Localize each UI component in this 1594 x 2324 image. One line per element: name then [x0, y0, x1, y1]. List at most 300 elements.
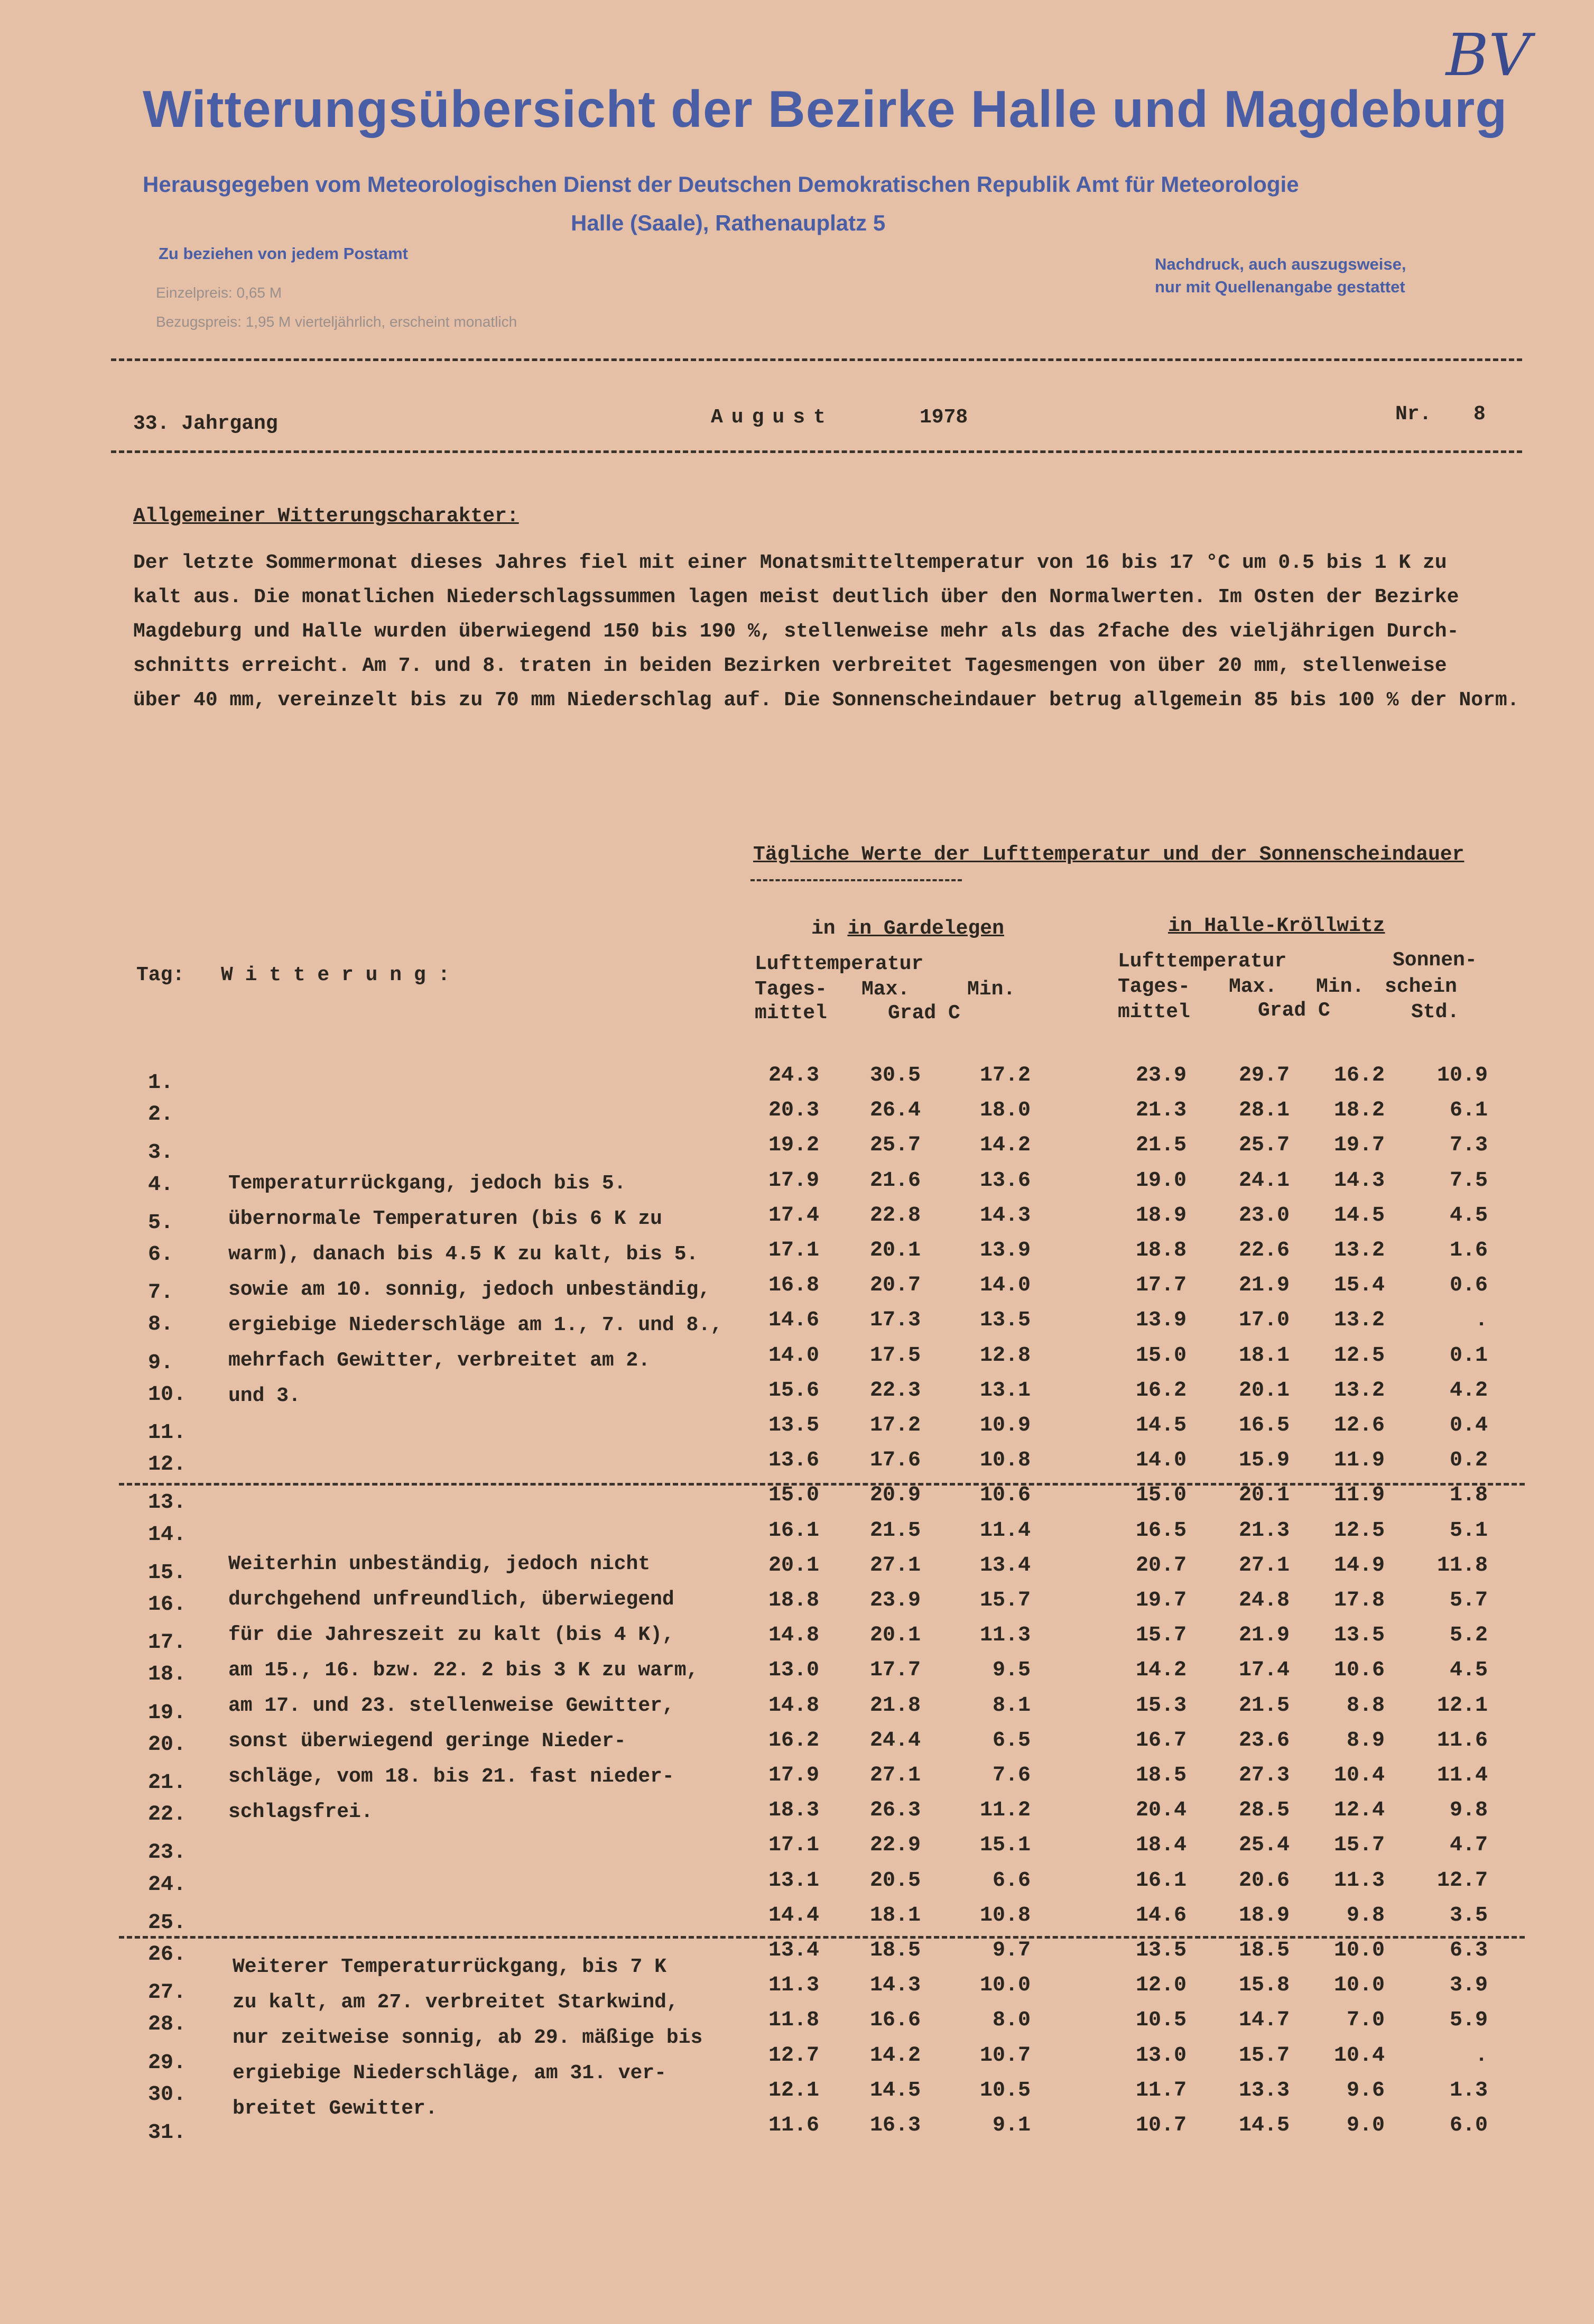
cell-gardelegen-mean: 17.1 [768, 1833, 819, 1857]
cell-halle-min: 17.8 [1333, 1589, 1385, 1612]
cell-halle-sunshine: 0.6 [1449, 1274, 1488, 1297]
cell-halle-max: 21.9 [1238, 1274, 1290, 1297]
cell-halle-sunshine: 4.2 [1449, 1379, 1488, 1403]
cell-halle-min: 8.9 [1346, 1729, 1385, 1753]
cell-gardelegen-mean: 12.1 [768, 2079, 819, 2102]
cell-gardelegen-max: 17.6 [869, 1449, 921, 1472]
col-lufttemperatur: Lufttemperatur [1118, 950, 1287, 973]
cell-gardelegen-max: 20.1 [869, 1624, 921, 1647]
cell-halle-min: 10.0 [1333, 1939, 1385, 1962]
cell-gardelegen-max: 17.3 [869, 1308, 921, 1332]
cell-gardelegen-max: 21.6 [869, 1169, 921, 1193]
publisher-line: Herausgegeben vom Meteorologischen Dienst der Deutschen Demokratischen Republik Amt für Meteorologie [143, 172, 1299, 197]
station-gardelegen: in in Gardelegen [811, 917, 1004, 940]
cell-gardelegen-min: 10.5 [979, 2079, 1031, 2102]
cell-gardelegen-min: 18.0 [979, 1099, 1031, 1122]
cell-halle-sunshine: 10.9 [1437, 1064, 1488, 1087]
cell-gardelegen-max: 20.5 [869, 1869, 921, 1893]
day-label: 6. [148, 1243, 174, 1267]
cell-halle-mean: 21.3 [1135, 1099, 1187, 1122]
summary-line: schnitts erreicht. Am 7. und 8. traten in beiden Bezirken verbreitet Tagesmengen von über 20 mm, stellenweise [133, 654, 1447, 677]
cell-gardelegen-min: 13.9 [979, 1239, 1031, 1262]
station-name: in Halle-Kröllwitz [1168, 915, 1385, 937]
desc-line: übernormale Temperaturen (bis 6 K zu [228, 1207, 662, 1230]
cell-halle-max: 15.7 [1238, 2044, 1290, 2068]
cell-halle-min: 10.4 [1333, 2044, 1385, 2068]
cell-gardelegen-min: 14.0 [979, 1274, 1031, 1297]
cell-halle-min: 11.9 [1333, 1483, 1385, 1507]
cell-gardelegen-mean: 13.1 [768, 1869, 819, 1893]
cell-halle-max: 22.6 [1238, 1239, 1290, 1262]
cell-gardelegen-max: 20.7 [869, 1274, 921, 1297]
cell-halle-mean: 23.9 [1135, 1064, 1187, 1087]
cell-gardelegen-mean: 12.7 [768, 2044, 819, 2068]
day-label: 18. [148, 1663, 187, 1686]
day-label: 27. [148, 1981, 187, 2005]
col-lufttemperatur: Lufttemperatur [755, 953, 924, 975]
cell-gardelegen-min: 6.5 [992, 1729, 1031, 1753]
cell-gardelegen-min: 6.6 [992, 1869, 1031, 1893]
subscription-price: Bezugspreis: 1,95 M vierteljährlich, erscheint monatlich [156, 313, 517, 330]
cell-gardelegen-max: 23.9 [869, 1589, 921, 1612]
col-tag: Tag: [136, 964, 185, 986]
cell-halle-max: 21.5 [1238, 1694, 1290, 1718]
cell-halle-mean: 13.5 [1135, 1939, 1187, 1962]
cell-halle-sunshine: 5.7 [1449, 1589, 1488, 1612]
desc-line: Weiterhin unbeständig, jedoch nicht [228, 1553, 651, 1575]
cell-gardelegen-mean: 19.2 [768, 1133, 819, 1157]
cell-gardelegen-min: 14.2 [979, 1133, 1031, 1157]
day-label: 9. [148, 1351, 174, 1375]
day-label: 21. [148, 1771, 187, 1795]
cell-gardelegen-mean: 13.4 [768, 1939, 819, 1962]
cell-gardelegen-mean: 14.8 [768, 1624, 819, 1647]
day-label: 2. [148, 1103, 174, 1127]
cell-halle-min: 13.2 [1333, 1308, 1385, 1332]
cell-halle-max: 18.1 [1238, 1344, 1290, 1368]
cell-halle-mean: 21.5 [1135, 1133, 1187, 1157]
cell-halle-sunshine: 12.1 [1437, 1694, 1488, 1718]
desc-line: sonst überwiegend geringe Nieder- [228, 1730, 626, 1753]
cell-gardelegen-mean: 18.3 [768, 1799, 819, 1822]
cell-halle-min: 13.2 [1333, 1379, 1385, 1403]
cell-halle-max: 16.5 [1238, 1414, 1290, 1437]
cell-gardelegen-min: 15.1 [979, 1833, 1031, 1857]
cell-gardelegen-mean: 11.3 [768, 1973, 819, 1997]
table-title: Tägliche Werte der Lufttemperatur und der Sonnenscheindauer [753, 843, 1465, 866]
cell-halle-max: 24.8 [1238, 1589, 1290, 1612]
cell-halle-max: 17.4 [1238, 1658, 1290, 1682]
cell-halle-sunshine: 1.8 [1449, 1483, 1488, 1507]
cell-halle-sunshine: 1.3 [1449, 2079, 1488, 2102]
day-label: 15. [148, 1561, 187, 1585]
summary-line: über 40 mm, vereinzelt bis zu 70 mm Niederschlag auf. Die Sonnenscheindauer betrug allgemein 85 bis 100 % der Norm. [133, 689, 1519, 712]
cell-halle-sunshine: 6.3 [1449, 1939, 1488, 1962]
cell-halle-max: 20.1 [1238, 1483, 1290, 1507]
desc-line: zu kalt, am 27. verbreitet Starkwind, [233, 1991, 679, 2014]
cell-gardelegen-mean: 17.9 [768, 1764, 819, 1787]
cell-halle-min: 12.6 [1333, 1414, 1385, 1437]
cell-halle-sunshine: 3.5 [1449, 1904, 1488, 1928]
cell-gardelegen-mean: 24.3 [768, 1064, 819, 1087]
cell-halle-sunshine: 12.7 [1437, 1869, 1488, 1893]
cell-halle-sunshine: 5.9 [1449, 2008, 1488, 2032]
cell-gardelegen-mean: 13.0 [768, 1658, 819, 1682]
order-note: Zu beziehen von jedem Postamt [159, 244, 408, 263]
cell-halle-mean: 14.2 [1135, 1658, 1187, 1682]
cell-gardelegen-mean: 17.1 [768, 1239, 819, 1262]
cell-gardelegen-max: 30.5 [869, 1064, 921, 1087]
day-label: 25. [148, 1911, 187, 1935]
cell-halle-min: 9.8 [1346, 1904, 1385, 1928]
cell-gardelegen-min: 10.8 [979, 1449, 1031, 1472]
col-sonnen: Sonnen- [1393, 949, 1477, 972]
cell-halle-mean: 18.9 [1135, 1204, 1187, 1228]
day-label: 16. [148, 1593, 187, 1617]
cell-gardelegen-max: 21.8 [869, 1694, 921, 1718]
cell-halle-min: 12.4 [1333, 1799, 1385, 1822]
cell-halle-min: 12.5 [1333, 1344, 1385, 1368]
cell-halle-min: 13.5 [1333, 1624, 1385, 1647]
cell-gardelegen-mean: 14.8 [768, 1694, 819, 1718]
cell-gardelegen-mean: 16.8 [768, 1274, 819, 1297]
summary-text [133, 546, 1519, 717]
cell-gardelegen-max: 14.2 [869, 2044, 921, 2068]
day-label: 23. [148, 1841, 187, 1865]
cell-halle-max: 24.1 [1238, 1169, 1290, 1193]
station-name: in Gardelegen [847, 917, 1004, 940]
cell-halle-sunshine: 4.5 [1449, 1658, 1488, 1682]
cell-gardelegen-mean: 15.0 [768, 1483, 819, 1507]
cell-gardelegen-min: 8.0 [992, 2008, 1031, 2032]
cell-halle-sunshine: 0.1 [1449, 1344, 1488, 1368]
cell-halle-max: 18.9 [1238, 1904, 1290, 1928]
cell-gardelegen-mean: 11.6 [768, 2114, 819, 2137]
cell-gardelegen-mean: 13.6 [768, 1449, 819, 1472]
day-label: 28. [148, 2013, 187, 2036]
col-max: Max. [1229, 975, 1277, 998]
cell-gardelegen-mean: 17.4 [768, 1204, 819, 1228]
cell-gardelegen-mean: 16.1 [768, 1519, 819, 1543]
desc-line: mehrfach Gewitter, verbreitet am 2. [228, 1349, 651, 1372]
cell-gardelegen-mean: 15.6 [768, 1379, 819, 1403]
cell-gardelegen-min: 9.1 [992, 2114, 1031, 2137]
address-line: Halle (Saale), Rathenauplatz 5 [571, 210, 886, 235]
desc-line: und 3. [228, 1385, 301, 1407]
day-label: 31. [148, 2121, 187, 2145]
desc-line: breitet Gewitter. [233, 2097, 438, 2120]
cell-gardelegen-mean: 11.8 [768, 2008, 819, 2032]
cell-halle-mean: 15.3 [1135, 1694, 1187, 1718]
cell-halle-mean: 20.7 [1135, 1554, 1187, 1578]
cell-gardelegen-max: 18.5 [869, 1939, 921, 1962]
cell-gardelegen-max: 16.6 [869, 2008, 921, 2032]
cell-halle-sunshine: 6.0 [1449, 2114, 1488, 2137]
cell-halle-sunshine: . [1475, 2044, 1488, 2068]
volume: 33. Jahrgang [133, 412, 278, 435]
cell-halle-mean: 11.7 [1135, 2079, 1187, 2102]
cell-halle-mean: 14.5 [1135, 1414, 1187, 1437]
cell-gardelegen-mean: 17.9 [768, 1169, 819, 1193]
desc-line: schläge, vom 18. bis 21. fast nieder- [228, 1765, 674, 1788]
cell-halle-min: 13.2 [1333, 1239, 1385, 1262]
cell-halle-min: 18.2 [1333, 1099, 1385, 1122]
col-max: Max. [861, 978, 910, 1001]
cell-halle-mean: 15.0 [1135, 1344, 1187, 1368]
col-mittel: mittel [1118, 1001, 1190, 1023]
cell-gardelegen-max: 14.3 [869, 1973, 921, 1997]
cell-halle-mean: 12.0 [1135, 1973, 1187, 1997]
cell-halle-sunshine: 11.6 [1437, 1729, 1488, 1753]
cell-halle-mean: 13.0 [1135, 2044, 1187, 2068]
cell-halle-mean: 15.7 [1135, 1624, 1187, 1647]
cell-gardelegen-min: 7.6 [992, 1764, 1031, 1787]
weather-description-1 [228, 1166, 722, 1414]
cell-halle-sunshine: 11.8 [1437, 1554, 1488, 1578]
desc-line: am 15., 16. bzw. 22. 2 bis 3 K zu warm, [228, 1659, 699, 1682]
desc-line: ergiebige Niederschläge, am 31. ver- [233, 2062, 666, 2085]
cell-halle-mean: 16.7 [1135, 1729, 1187, 1753]
cell-halle-mean: 18.5 [1135, 1764, 1187, 1787]
cell-halle-max: 14.5 [1238, 2114, 1290, 2137]
cell-gardelegen-mean: 16.2 [768, 1729, 819, 1753]
cell-halle-max: 25.4 [1238, 1833, 1290, 1857]
cell-gardelegen-min: 9.7 [992, 1939, 1031, 1962]
cell-halle-sunshine: 3.9 [1449, 1973, 1488, 1997]
cell-gardelegen-mean: 14.6 [768, 1308, 819, 1332]
cell-halle-sunshine: 6.1 [1449, 1099, 1488, 1122]
cell-gardelegen-max: 24.4 [869, 1729, 921, 1753]
cell-halle-min: 7.0 [1346, 2008, 1385, 2032]
cell-halle-mean: 17.7 [1135, 1274, 1187, 1297]
cell-halle-sunshine: 9.8 [1449, 1799, 1488, 1822]
issue-number-label: Nr. [1395, 403, 1432, 426]
cell-gardelegen-min: 9.5 [992, 1658, 1031, 1682]
cell-halle-sunshine: . [1475, 1308, 1488, 1332]
cell-halle-sunshine: 1.6 [1449, 1239, 1488, 1262]
cell-gardelegen-max: 26.4 [869, 1099, 921, 1122]
day-label: 4. [148, 1173, 174, 1197]
desc-line: warm), danach bis 4.5 K zu kalt, bis 5. [228, 1243, 699, 1266]
cell-gardelegen-min: 13.1 [979, 1379, 1031, 1403]
cell-gardelegen-max: 17.2 [869, 1414, 921, 1437]
cell-halle-mean: 20.4 [1135, 1799, 1187, 1822]
day-label: 22. [148, 1803, 187, 1827]
desc-line: am 17. und 23. stellenweise Gewitter, [228, 1694, 674, 1717]
cell-halle-max: 27.3 [1238, 1764, 1290, 1787]
cell-halle-sunshine: 11.4 [1437, 1764, 1488, 1787]
cell-gardelegen-max: 22.3 [869, 1379, 921, 1403]
col-grad: Grad C [1258, 999, 1330, 1022]
day-label: 8. [148, 1313, 174, 1336]
cell-gardelegen-max: 21.5 [869, 1519, 921, 1543]
cell-halle-sunshine: 0.2 [1449, 1449, 1488, 1472]
cell-halle-mean: 14.0 [1135, 1449, 1187, 1472]
cell-halle-max: 14.7 [1238, 2008, 1290, 2032]
cell-gardelegen-max: 27.1 [869, 1554, 921, 1578]
day-label: 30. [148, 2083, 187, 2107]
desc-line: schlagsfrei. [228, 1801, 373, 1823]
cell-halle-min: 15.7 [1333, 1833, 1385, 1857]
cell-halle-min: 10.6 [1333, 1658, 1385, 1682]
title-underline [750, 879, 962, 881]
handwritten-mark: BV [1445, 21, 1531, 89]
cell-gardelegen-mean: 20.1 [768, 1554, 819, 1578]
cell-gardelegen-min: 8.1 [992, 1694, 1031, 1718]
cell-halle-max: 29.7 [1238, 1064, 1290, 1087]
desc-line: für die Jahreszeit zu kalt (bis 4 K), [228, 1624, 674, 1646]
cell-halle-min: 8.8 [1346, 1694, 1385, 1718]
cell-gardelegen-max: 26.3 [869, 1799, 921, 1822]
cell-halle-mean: 10.7 [1135, 2114, 1187, 2137]
reprint-note-line1: Nachdruck, auch auszugsweise, [1155, 255, 1406, 273]
day-label: 10. [148, 1383, 187, 1407]
cell-gardelegen-min: 13.4 [979, 1554, 1031, 1578]
cell-gardelegen-max: 20.9 [869, 1483, 921, 1507]
col-tages: Tages- [755, 978, 827, 1001]
cell-gardelegen-min: 10.9 [979, 1414, 1031, 1437]
cell-halle-max: 23.0 [1238, 1204, 1290, 1228]
cell-halle-min: 14.3 [1333, 1169, 1385, 1193]
day-label: 7. [148, 1281, 174, 1305]
cell-gardelegen-min: 11.3 [979, 1624, 1031, 1647]
cell-halle-min: 16.2 [1333, 1064, 1385, 1087]
cell-halle-min: 14.5 [1333, 1204, 1385, 1228]
cell-halle-max: 15.8 [1238, 1973, 1290, 1997]
cell-gardelegen-min: 15.7 [979, 1589, 1031, 1612]
col-witterung: W i t t e r u n g : [221, 964, 450, 986]
cell-halle-sunshine: 4.5 [1449, 1204, 1488, 1228]
cell-gardelegen-max: 22.8 [869, 1204, 921, 1228]
station-halle [1168, 915, 1385, 937]
cell-gardelegen-min: 11.2 [979, 1799, 1031, 1822]
summary-line: kalt aus. Die monatlichen Niederschlagssummen lagen meist deutlich über den Normalwerten. Im Osten der Bezirke [133, 586, 1459, 608]
col-min: Min. [1316, 975, 1365, 998]
weather-description-3 [233, 1949, 702, 2126]
cell-halle-max: 21.9 [1238, 1624, 1290, 1647]
cell-gardelegen-max: 22.9 [869, 1833, 921, 1857]
day-label: 19. [148, 1701, 187, 1725]
cell-halle-max: 20.6 [1238, 1869, 1290, 1893]
reprint-note-line2: nur mit Quellenangabe gestattet [1155, 278, 1405, 296]
cell-halle-max: 15.9 [1238, 1449, 1290, 1472]
cell-gardelegen-mean: 13.5 [768, 1414, 819, 1437]
issue-month: August [711, 406, 834, 429]
desc-line: nur zeitweise sonnig, ab 29. mäßige bis [233, 2026, 703, 2049]
cell-halle-sunshine: 7.3 [1449, 1133, 1488, 1157]
cell-gardelegen-min: 10.8 [979, 1904, 1031, 1928]
day-label: 13. [148, 1491, 187, 1515]
day-label: 14. [148, 1523, 187, 1547]
cell-gardelegen-min: 10.6 [979, 1483, 1031, 1507]
desc-line: Temperaturrückgang, jedoch bis 5. [228, 1172, 626, 1195]
cell-gardelegen-max: 17.7 [869, 1658, 921, 1682]
day-label: 5. [148, 1211, 174, 1235]
cell-gardelegen-max: 20.1 [869, 1239, 921, 1262]
issue-year: 1978 [920, 406, 968, 429]
cell-gardelegen-mean: 14.4 [768, 1904, 819, 1928]
cell-halle-mean: 10.5 [1135, 2008, 1187, 2032]
cell-gardelegen-mean: 14.0 [768, 1344, 819, 1368]
cell-halle-min: 15.4 [1333, 1274, 1385, 1297]
cell-halle-mean: 18.8 [1135, 1239, 1187, 1262]
weather-description-2 [228, 1546, 698, 1830]
col-mittel: mittel [755, 1002, 827, 1025]
cell-halle-sunshine: 0.4 [1449, 1414, 1488, 1437]
desc-line: ergiebige Niederschläge am 1., 7. und 8., [228, 1314, 722, 1336]
day-label: 12. [148, 1453, 187, 1477]
col-std: Std. [1411, 1001, 1460, 1023]
issue-number: 8 [1473, 403, 1486, 426]
cell-halle-max: 28.5 [1238, 1799, 1290, 1822]
day-label: 17. [148, 1631, 187, 1655]
divider [111, 450, 1522, 453]
cell-halle-sunshine: 5.2 [1449, 1624, 1488, 1647]
cell-gardelegen-max: 27.1 [869, 1764, 921, 1787]
divider [111, 358, 1522, 361]
cell-halle-min: 14.9 [1333, 1554, 1385, 1578]
single-price: Einzelpreis: 0,65 M [156, 284, 282, 301]
cell-halle-mean: 18.4 [1135, 1833, 1187, 1857]
cell-halle-mean: 19.0 [1135, 1169, 1187, 1193]
day-label: 11. [148, 1421, 187, 1445]
cell-gardelegen-max: 25.7 [869, 1133, 921, 1157]
cell-halle-max: 20.1 [1238, 1379, 1290, 1403]
cell-halle-max: 23.6 [1238, 1729, 1290, 1753]
cell-gardelegen-min: 12.8 [979, 1344, 1031, 1368]
cell-halle-mean: 16.2 [1135, 1379, 1187, 1403]
cell-halle-max: 13.3 [1238, 2079, 1290, 2102]
cell-gardelegen-max: 16.3 [869, 2114, 921, 2137]
cell-halle-min: 12.5 [1333, 1519, 1385, 1543]
col-tages: Tages- [1118, 975, 1190, 998]
cell-halle-sunshine: 7.5 [1449, 1169, 1488, 1193]
summary-heading: Allgemeiner Witterungscharakter: [133, 505, 519, 528]
cell-halle-mean: 16.1 [1135, 1869, 1187, 1893]
col-schein: schein [1385, 975, 1457, 998]
cell-halle-max: 27.1 [1238, 1554, 1290, 1578]
cell-gardelegen-max: 14.5 [869, 2079, 921, 2102]
cell-gardelegen-min: 13.5 [979, 1308, 1031, 1332]
summary-line: Magdeburg und Halle wurden überwiegend 150 bis 190 %, stellenweise mehr als das 2fache des vieljährigen Durch- [133, 620, 1459, 643]
cell-halle-mean: 15.0 [1135, 1483, 1187, 1507]
cell-halle-max: 28.1 [1238, 1099, 1290, 1122]
desc-line: durchgehend unfreundlich, überwiegend [228, 1588, 674, 1611]
cell-gardelegen-max: 17.5 [869, 1344, 921, 1368]
cell-halle-min: 9.6 [1346, 2079, 1385, 2102]
desc-line: Weiterer Temperaturrückgang, bis 7 K [233, 1956, 666, 1978]
day-label: 3. [148, 1141, 174, 1165]
cell-gardelegen-min: 17.2 [979, 1064, 1031, 1087]
desc-line: sowie am 10. sonnig, jedoch unbeständig, [228, 1278, 711, 1301]
day-label: 1. [148, 1071, 174, 1095]
cell-gardelegen-max: 18.1 [869, 1904, 921, 1928]
cell-halle-mean: 13.9 [1135, 1308, 1187, 1332]
col-min: Min. [967, 978, 1016, 1001]
cell-halle-min: 11.3 [1333, 1869, 1385, 1893]
cell-halle-max: 21.3 [1238, 1519, 1290, 1543]
cell-halle-min: 10.0 [1333, 1973, 1385, 1997]
page-title: Witterungsübersicht der Bezirke Halle und Magdeburg [143, 80, 1508, 138]
cell-halle-min: 19.7 [1333, 1133, 1385, 1157]
cell-halle-sunshine: 4.7 [1449, 1833, 1488, 1857]
cell-gardelegen-min: 14.3 [979, 1204, 1031, 1228]
cell-halle-sunshine: 5.1 [1449, 1519, 1488, 1543]
day-label: 20. [148, 1733, 187, 1757]
cell-gardelegen-min: 11.4 [979, 1519, 1031, 1543]
cell-gardelegen-mean: 20.3 [768, 1099, 819, 1122]
summary-line: Der letzte Sommermonat dieses Jahres fiel mit einer Monatsmitteltemperatur von 16 bis 17 °C um 0.5 bis 1 K zu [133, 551, 1447, 574]
